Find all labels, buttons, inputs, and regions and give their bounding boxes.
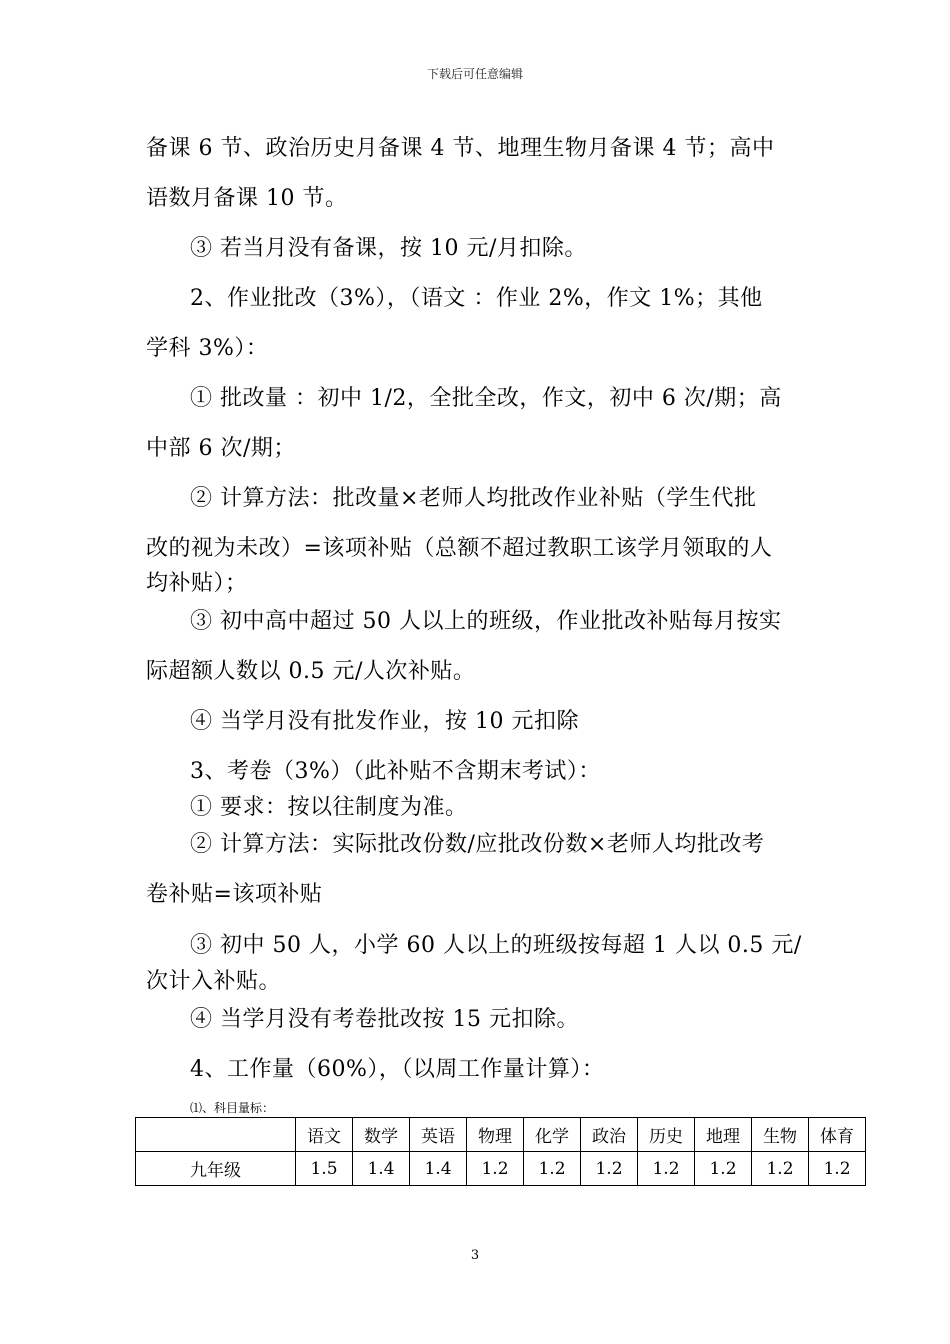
text-line: 卷补贴=该项补贴 xyxy=(146,882,323,907)
table-header-cell: 生物 xyxy=(752,1118,809,1152)
text-line: ③ 初中高中超过 50 人以上的班级，作业批改补贴每月按实 xyxy=(190,609,782,634)
table-header-cell: 物理 xyxy=(467,1118,524,1152)
table-cell: 1.2 xyxy=(752,1152,809,1186)
text-line: 际超额人数以 0.5 元/人次补贴。 xyxy=(146,659,476,684)
text-line: ④ 当学月没有批发作业，按 10 元扣除 xyxy=(190,709,579,734)
table-caption: ⑴、科目量标： xyxy=(190,1101,275,1115)
table-cell: 1.5 xyxy=(296,1152,353,1186)
subject-weight-table xyxy=(135,1117,866,1186)
text-line: ② 计算方法：实际批改份数/应批改份数×老师人均批改考 xyxy=(190,832,765,857)
table-header-cell: 数学 xyxy=(353,1118,410,1152)
table-cell: 九年级 xyxy=(136,1152,296,1186)
text-line: 均补贴）； xyxy=(146,571,248,596)
table-cell: 1.2 xyxy=(581,1152,638,1186)
table-header-cell: 体育 xyxy=(809,1118,866,1152)
table-header-cell: 政治 xyxy=(581,1118,638,1152)
text-line: 中部 6 次/期； xyxy=(146,436,296,461)
table-header-cell: 地理 xyxy=(695,1118,752,1152)
text-line: ③ 若当月没有备课，按 10 元/月扣除。 xyxy=(190,236,587,261)
page-number: 3 xyxy=(470,1248,480,1263)
text-line: 3、考卷（3%）（此补贴不含期末考试）： xyxy=(190,759,601,784)
table-cell: 1.4 xyxy=(410,1152,467,1186)
table-cell: 1.2 xyxy=(467,1152,524,1186)
text-line: 备课 6 节、政治历史月备课 4 节、地理生物月备课 4 节；高中 xyxy=(146,136,775,161)
table-cell: 1.2 xyxy=(638,1152,695,1186)
table-cell: 1.4 xyxy=(353,1152,410,1186)
text-line: 次计入补贴。 xyxy=(146,969,282,994)
table-header-cell xyxy=(136,1118,296,1152)
text-line: 学科 3%）： xyxy=(146,336,269,361)
text-line: 改的视为未改）=该项补贴（总额不超过教职工该学月领取的人 xyxy=(146,536,773,561)
text-line: ① 要求：按以往制度为准。 xyxy=(190,795,468,820)
table-header-cell: 英语 xyxy=(410,1118,467,1152)
table-header-cell: 语文 xyxy=(296,1118,353,1152)
table-cell: 1.2 xyxy=(695,1152,752,1186)
page-header: 下载后可任意编辑 xyxy=(426,67,523,81)
text-line: ① 批改量 ：初中 1/2，全批全改，作文，初中 6 次/期；高 xyxy=(190,386,782,411)
table-header-row xyxy=(136,1118,866,1152)
table-row xyxy=(136,1152,866,1186)
table-cell: 1.2 xyxy=(524,1152,581,1186)
table-header-cell: 历史 xyxy=(638,1118,695,1152)
text-line: ③ 初中 50 人，小学 60 人以上的班级按每超 1 人以 0.5 元/ xyxy=(190,933,802,958)
text-line: ② 计算方法：批改量×老师人均批改作业补贴（学生代批 xyxy=(190,486,757,511)
text-line: ④ 当学月没有考卷批改按 15 元扣除。 xyxy=(190,1007,579,1032)
table-cell: 1.2 xyxy=(809,1152,866,1186)
text-line: 语数月备课 10 节。 xyxy=(146,186,348,211)
table-header-cell: 化学 xyxy=(524,1118,581,1152)
text-line: 4、工作量（60%），（以周工作量计算）： xyxy=(190,1057,605,1082)
text-line: 2、作业批改（3%），（语文 ：作业 2%，作文 1%；其他 xyxy=(190,286,763,311)
